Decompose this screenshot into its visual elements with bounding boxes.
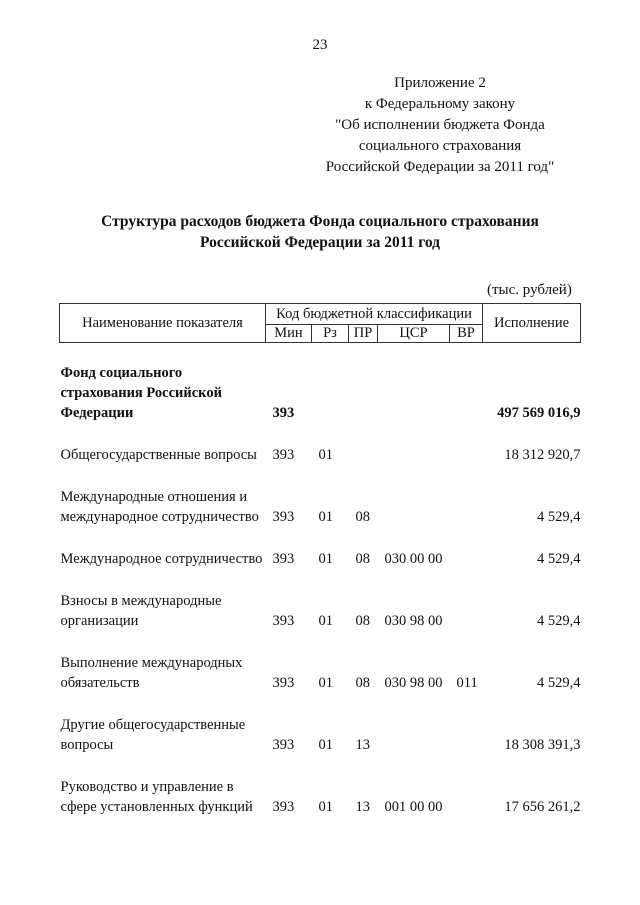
row-execution: 4 529,4 [537,675,581,691]
row-execution: 18 308 391,3 [504,737,581,753]
row-name: Другие общегосударственные вопросы [60,717,246,753]
units-note: (тыс. рублей) [487,282,572,298]
row-csr: 030 98 00 [384,675,443,691]
appendix-line: Приложение 2 [394,75,486,91]
row-min: 393 [272,613,295,629]
row-pr: 08 [355,551,370,567]
row-csr [378,343,450,424]
row-vr [450,755,483,817]
header-name: Наименование показателя [60,304,266,343]
page-number: 23 [312,37,328,53]
row-vr [450,527,483,569]
table-row [60,343,581,424]
row-execution: 4 529,4 [537,613,581,629]
row-pr: 13 [355,799,370,815]
row-csr [378,465,450,527]
row-min: 393 [272,799,295,815]
table-row [60,423,581,465]
row-vr [450,569,483,631]
row-rz: 01 [318,613,333,629]
header-min: Мин [266,325,312,343]
document-title [0,211,640,253]
appendix-line: к Федеральному закону [364,96,516,112]
appendix-line: Российской Федерации за 2011 год" [325,159,555,175]
row-pr: 08 [355,509,370,525]
row-name: Руководство и управление в сфере установленных функций [60,779,253,815]
table-row [60,693,581,755]
row-name: Международное сотрудничество [60,551,263,567]
table-row [60,631,581,693]
row-vr: 011 [456,675,478,691]
title-line: Российской Федерации за 2011 год [199,234,441,251]
row-execution: 18 312 920,7 [504,447,581,463]
row-pr: 08 [355,675,370,691]
row-csr: 030 00 00 [384,551,443,567]
row-name: Общегосударственные вопросы [60,447,257,463]
row-pr [349,343,378,424]
row-rz: 01 [318,737,333,753]
row-rz: 01 [318,447,333,463]
header-vr: ВР [450,325,483,343]
row-pr: 08 [355,613,370,629]
row-csr [378,693,450,755]
row-execution: 4 529,4 [537,509,581,525]
row-pr: 13 [355,737,370,753]
row-name: Взносы в международные организации [60,593,222,629]
header-classification-code: Код бюджетной классификации [266,304,483,325]
table-row [60,569,581,631]
header-pr: ПР [349,325,378,343]
row-vr [450,465,483,527]
row-rz: 01 [318,799,333,815]
title-line: Структура расходов бюджета Фонда социального страхования [101,213,539,230]
row-rz [312,343,349,424]
row-min: 393 [272,405,295,421]
row-rz: 01 [318,509,333,525]
row-min: 393 [272,737,295,753]
header-execution: Исполнение [483,304,581,343]
row-min: 393 [272,447,295,463]
row-csr: 030 98 00 [384,613,443,629]
table-row [60,527,581,569]
row-csr [378,423,450,465]
row-execution: 17 656 261,2 [504,799,581,815]
row-min: 393 [272,509,295,525]
row-name: Выполнение международных обязательств [60,655,243,691]
appendix-line: "Об исполнении бюджета Фонда [335,117,545,133]
budget-table [59,303,581,817]
row-vr [450,423,483,465]
row-min: 393 [272,551,295,567]
row-vr [450,693,483,755]
appendix-line: социального страхования [358,138,522,154]
row-csr: 001 00 00 [384,799,443,815]
table-row [60,465,581,527]
row-rz: 01 [318,551,333,567]
row-pr [349,423,378,465]
header-rz: Рз [312,325,349,343]
appendix-header [310,73,570,178]
row-vr [450,343,483,424]
row-name: Международные отношения и международное сотрудничество [60,489,259,525]
row-name: Фонд социального страхования Российской Федерации [60,365,222,421]
row-rz: 01 [318,675,333,691]
row-min: 393 [272,675,295,691]
header-csr: ЦСР [378,325,450,343]
table-row [60,755,581,817]
row-execution: 497 569 016,9 [497,405,581,421]
row-execution: 4 529,4 [537,551,581,567]
